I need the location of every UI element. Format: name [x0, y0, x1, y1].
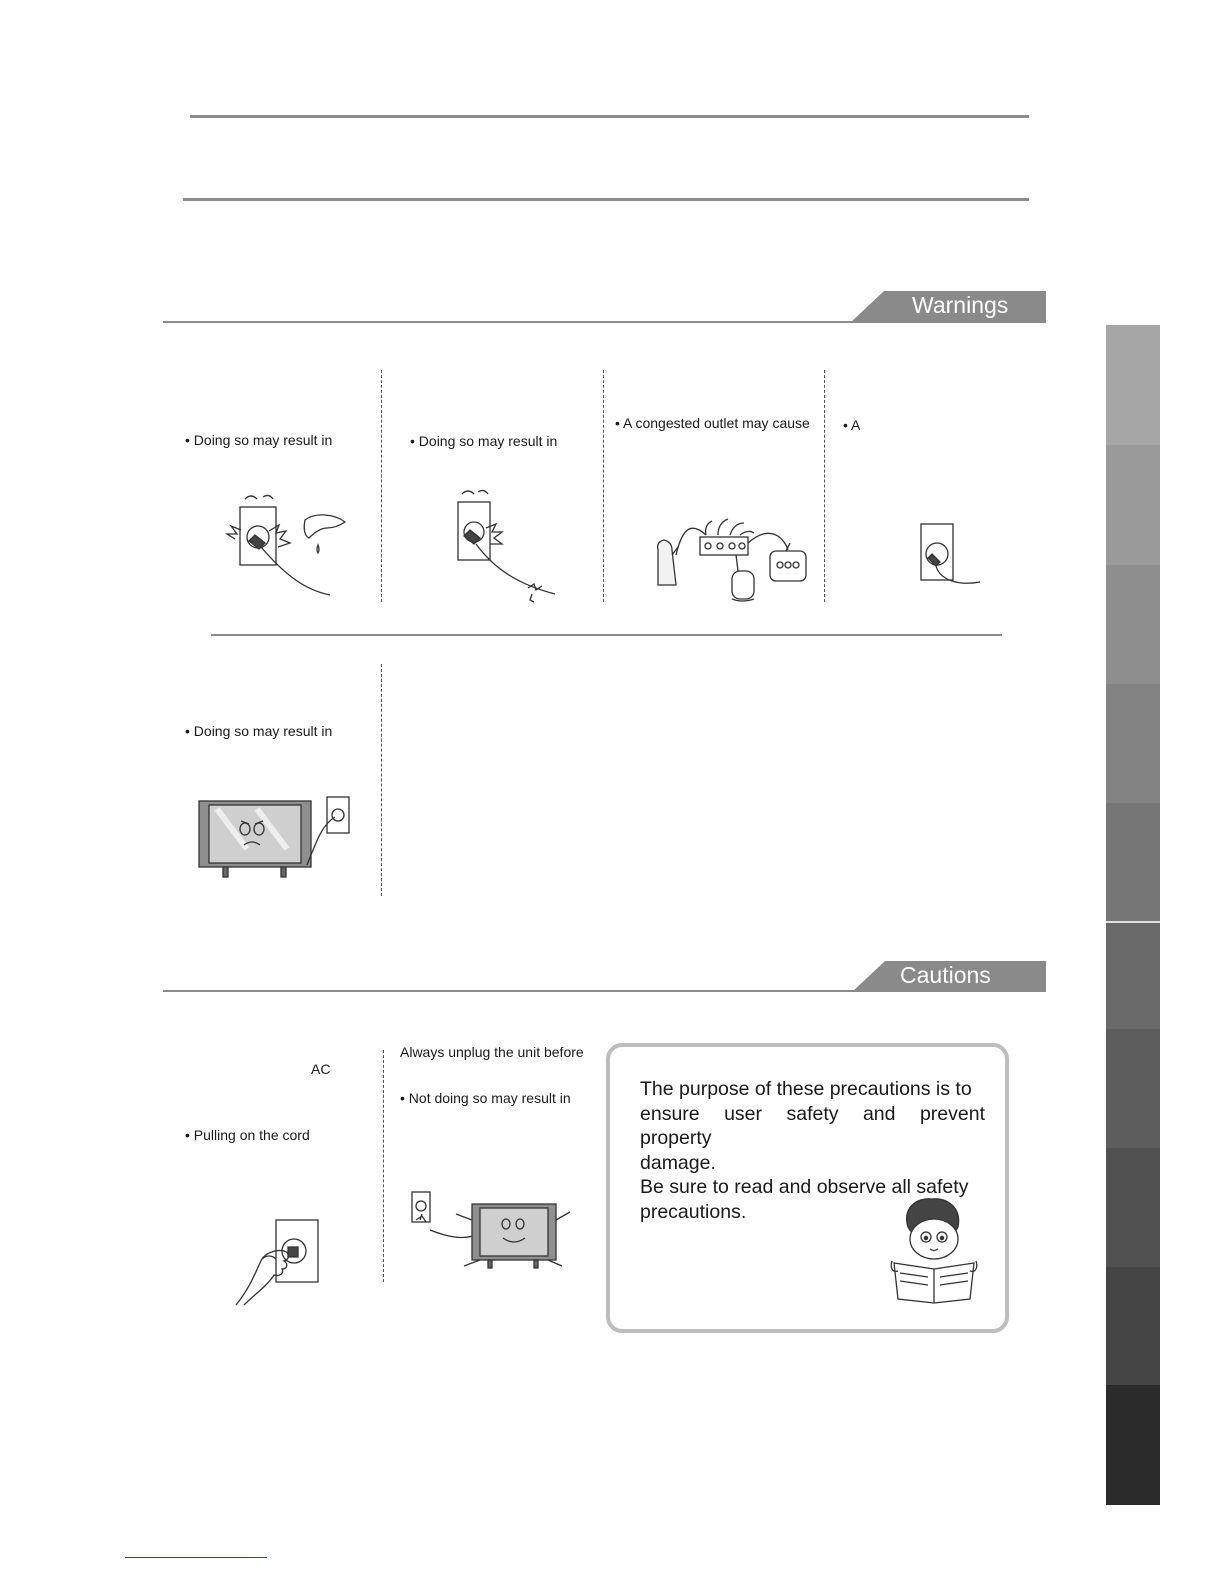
- wall-outlet-plug-icon: [918, 520, 983, 588]
- header-rule-bottom: [183, 198, 1029, 201]
- hand-pulling-plug-icon: [232, 1215, 322, 1307]
- side-tab: [1106, 803, 1160, 921]
- side-tab: [1106, 325, 1160, 445]
- warning-5-bullet: • Doing so may result in: [185, 723, 333, 739]
- damaged-cord-plug-icon: [440, 490, 560, 608]
- reading-boy-icon: [890, 1197, 982, 1305]
- caution-2-heading: Always unplug the unit before: [400, 1044, 584, 1060]
- warnings-tab-label: Warnings: [912, 292, 1009, 318]
- side-tab: [1106, 1385, 1160, 1505]
- notice-line: Be sure to read and observe all safety: [640, 1176, 969, 1198]
- caution-1-bullet: • Pulling on the cord: [185, 1127, 310, 1143]
- side-tab: [1106, 1148, 1160, 1267]
- warning-3-bullet: • A congested outlet may cause: [615, 415, 810, 431]
- side-tab: [1106, 445, 1160, 565]
- cautions-tab-label: Cautions: [900, 962, 991, 988]
- side-tab: [1106, 1267, 1160, 1385]
- happy-tv-unplugged-icon: [410, 1190, 572, 1268]
- caution-2-bullet: • Not doing so may result in: [400, 1090, 571, 1106]
- sad-tv-outlet-icon: [197, 795, 357, 880]
- footer-link-underline[interactable]: [125, 1557, 267, 1558]
- warning-2-bullet: • Doing so may result in: [410, 433, 558, 449]
- side-tab: [1106, 565, 1160, 684]
- column-divider: [383, 1050, 384, 1282]
- notice-line: The purpose of these precautions is to: [640, 1078, 972, 1100]
- warnings-row-divider: [211, 634, 1002, 636]
- side-tab: [1106, 923, 1160, 1029]
- warning-1-bullet: • Doing so may result in: [185, 432, 333, 448]
- header-rule-top: [190, 115, 1029, 118]
- side-tab: [1106, 1029, 1160, 1148]
- warning-4-bullet: • A: [843, 417, 861, 433]
- column-divider: [381, 664, 382, 896]
- notice-line: ensure user safety and prevent property: [640, 1102, 985, 1149]
- column-divider: [381, 370, 382, 602]
- caution-ac-label: AC: [311, 1061, 331, 1077]
- column-divider: [603, 370, 604, 602]
- notice-line: damage.: [640, 1151, 716, 1174]
- notice-line: precautions.: [640, 1200, 747, 1223]
- overloaded-power-strip-icon: [648, 505, 813, 605]
- caution-notice-box: [606, 1043, 1009, 1333]
- wet-hand-plug-icon: [225, 495, 355, 600]
- column-divider: [824, 370, 825, 602]
- side-tab: [1106, 684, 1160, 803]
